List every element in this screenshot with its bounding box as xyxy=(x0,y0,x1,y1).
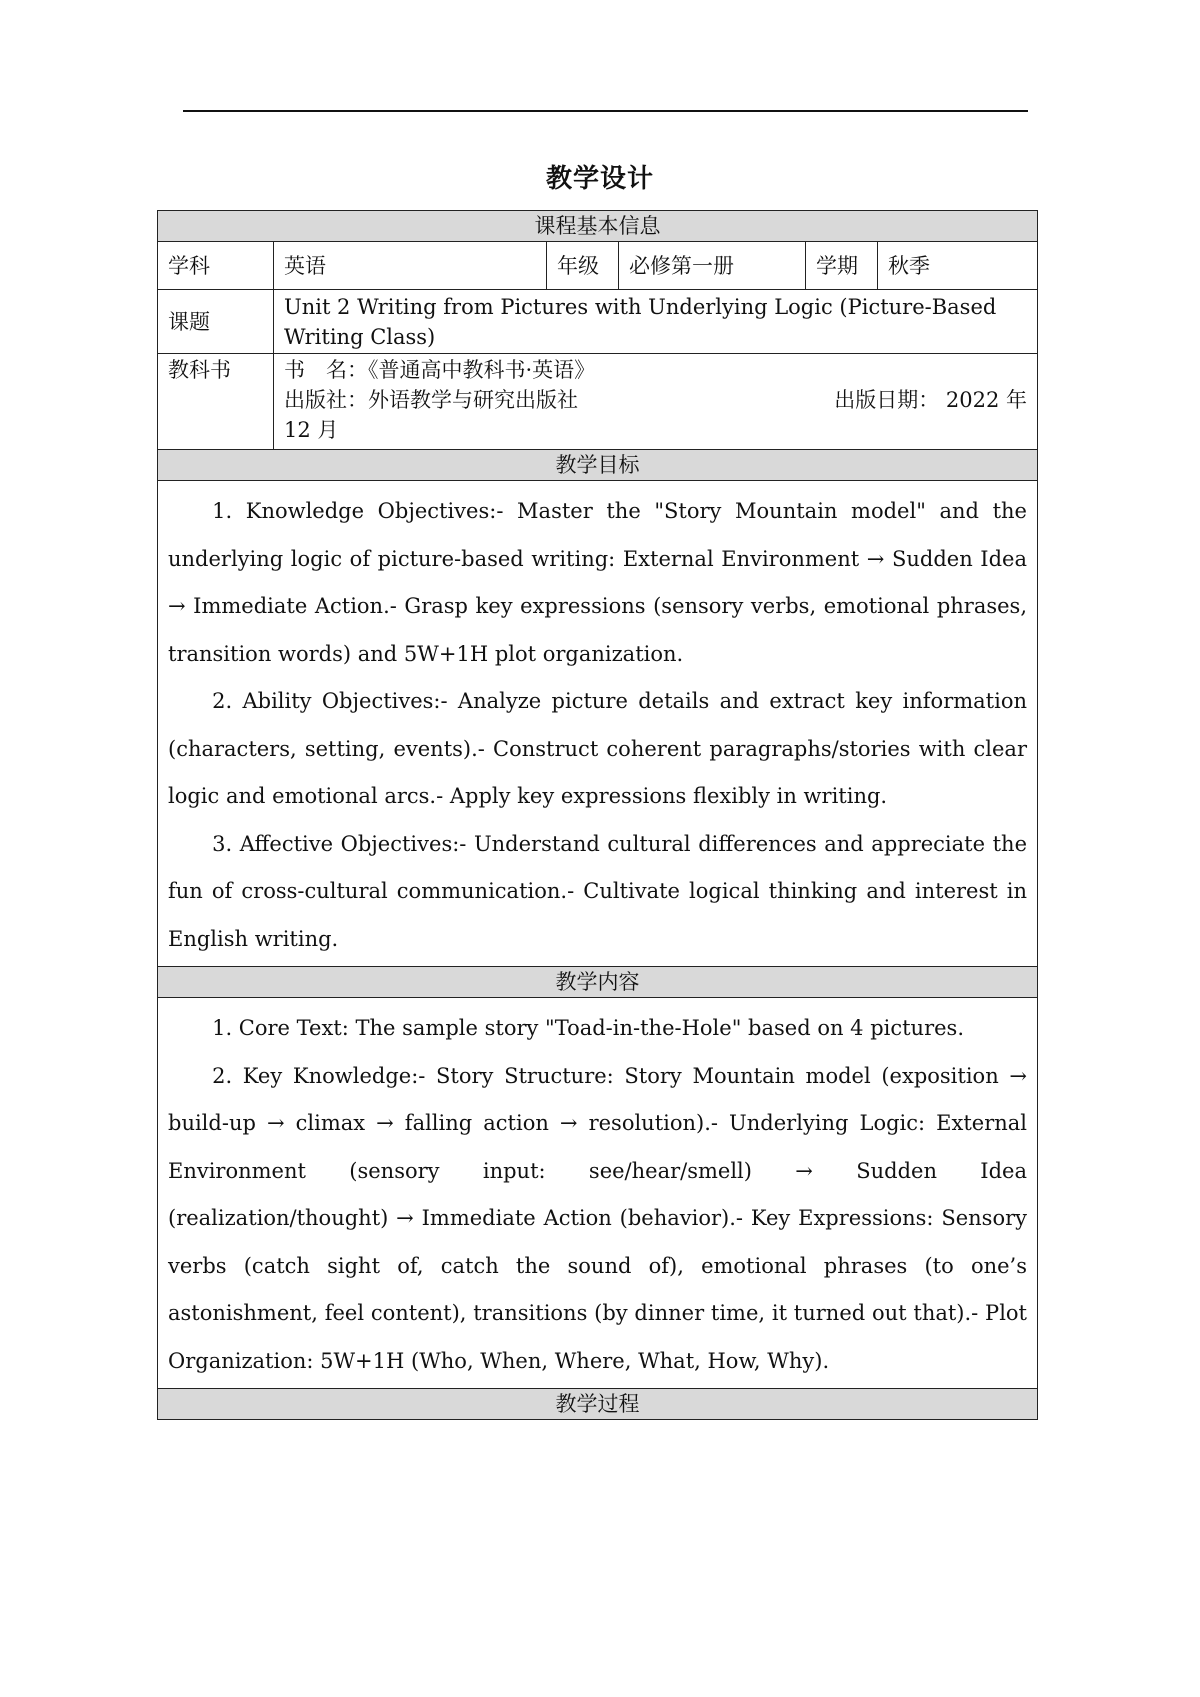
term-value: 秋季 xyxy=(878,242,1038,290)
topic-value: Unit 2 Writing from Pictures with Underlying Logic (Picture-Based Writing Class) xyxy=(274,290,1038,354)
section-basic-info: 课程基本信息 xyxy=(158,211,1038,242)
book-name: 书 名：《普通高中教科书·英语》 xyxy=(284,358,596,382)
objective-ability: 2. Ability Objectives:- Analyze picture details and extract key information (characters, setting, events).- Construct coherent paragraphs/stories with clear logic and emotional arcs.- Apply key expressions flexibly in writing. xyxy=(168,689,1027,808)
objective-knowledge: 1. Knowledge Objectives:- Master the "Story Mountain model" and the underlying logic of picture-based writing: External Environment → Sudden Idea → Immediate Action.- Grasp key expressions (sensory verbs, emotional phrases, transition words) and 5W+1H plot organization. xyxy=(168,499,1027,666)
document-title: 教学设计 xyxy=(545,164,654,194)
objectives-cell xyxy=(158,481,1038,967)
header-rule xyxy=(183,110,1028,112)
subject-row xyxy=(158,242,1038,290)
publish-date-month: 12 月 xyxy=(284,418,339,442)
content-core-text: 1. Core Text: The sample story "Toad-in-the-Hole" based on 4 pictures. xyxy=(212,1016,965,1040)
topic-row xyxy=(158,290,1038,354)
content-key-knowledge: 2. Key Knowledge:- Story Structure: Story Mountain model (exposition → build-up → climax → falling action → resolution).- Underlying Logic: External Environment (sensory input: see/hear/smell) → Sudden Idea (realization/thought) → Immediate Action (behavior).- Key Expressions: Sensory verbs (catch sight of, catch the sound of), emotional phrases (to one’s astonishment, feel content), transitions (by dinner time, it turned out that).- Plot Organization: 5W+1H (Who, When, Where, What, How, Why). xyxy=(168,1063,1027,1373)
publish-date: 出版日期： 2022 年 xyxy=(834,388,1027,412)
grade-value: 必修第一册 xyxy=(619,242,806,290)
process-header-row xyxy=(158,1389,1038,1420)
objective-affective: 3. Affective Objectives:- Understand cultural differences and appreciate the fun of cross-cultural communication.- Cultivate logical thinking and interest in English writing. xyxy=(168,831,1027,951)
content-row xyxy=(158,998,1038,1389)
textbook-info xyxy=(274,354,1038,450)
textbook-label: 教科书 xyxy=(158,354,274,450)
content-header-row xyxy=(158,967,1038,998)
basic-info-header-row xyxy=(158,211,1038,242)
objectives-row xyxy=(158,481,1038,967)
section-process: 教学过程 xyxy=(158,1389,1038,1420)
publisher-line xyxy=(284,385,1027,415)
topic-label: 课题 xyxy=(158,290,274,354)
textbook-row xyxy=(158,354,1038,450)
objectives-header-row xyxy=(158,450,1038,481)
subject-label: 学科 xyxy=(158,242,274,290)
publisher: 出版社：外语教学与研究出版社 xyxy=(284,388,578,412)
lesson-plan-table xyxy=(157,210,1038,1420)
term-label: 学期 xyxy=(806,242,878,290)
section-objectives: 教学目标 xyxy=(158,450,1038,481)
section-content: 教学内容 xyxy=(158,967,1038,998)
content-cell xyxy=(158,998,1038,1389)
subject-value: 英语 xyxy=(274,242,547,290)
grade-label: 年级 xyxy=(547,242,619,290)
